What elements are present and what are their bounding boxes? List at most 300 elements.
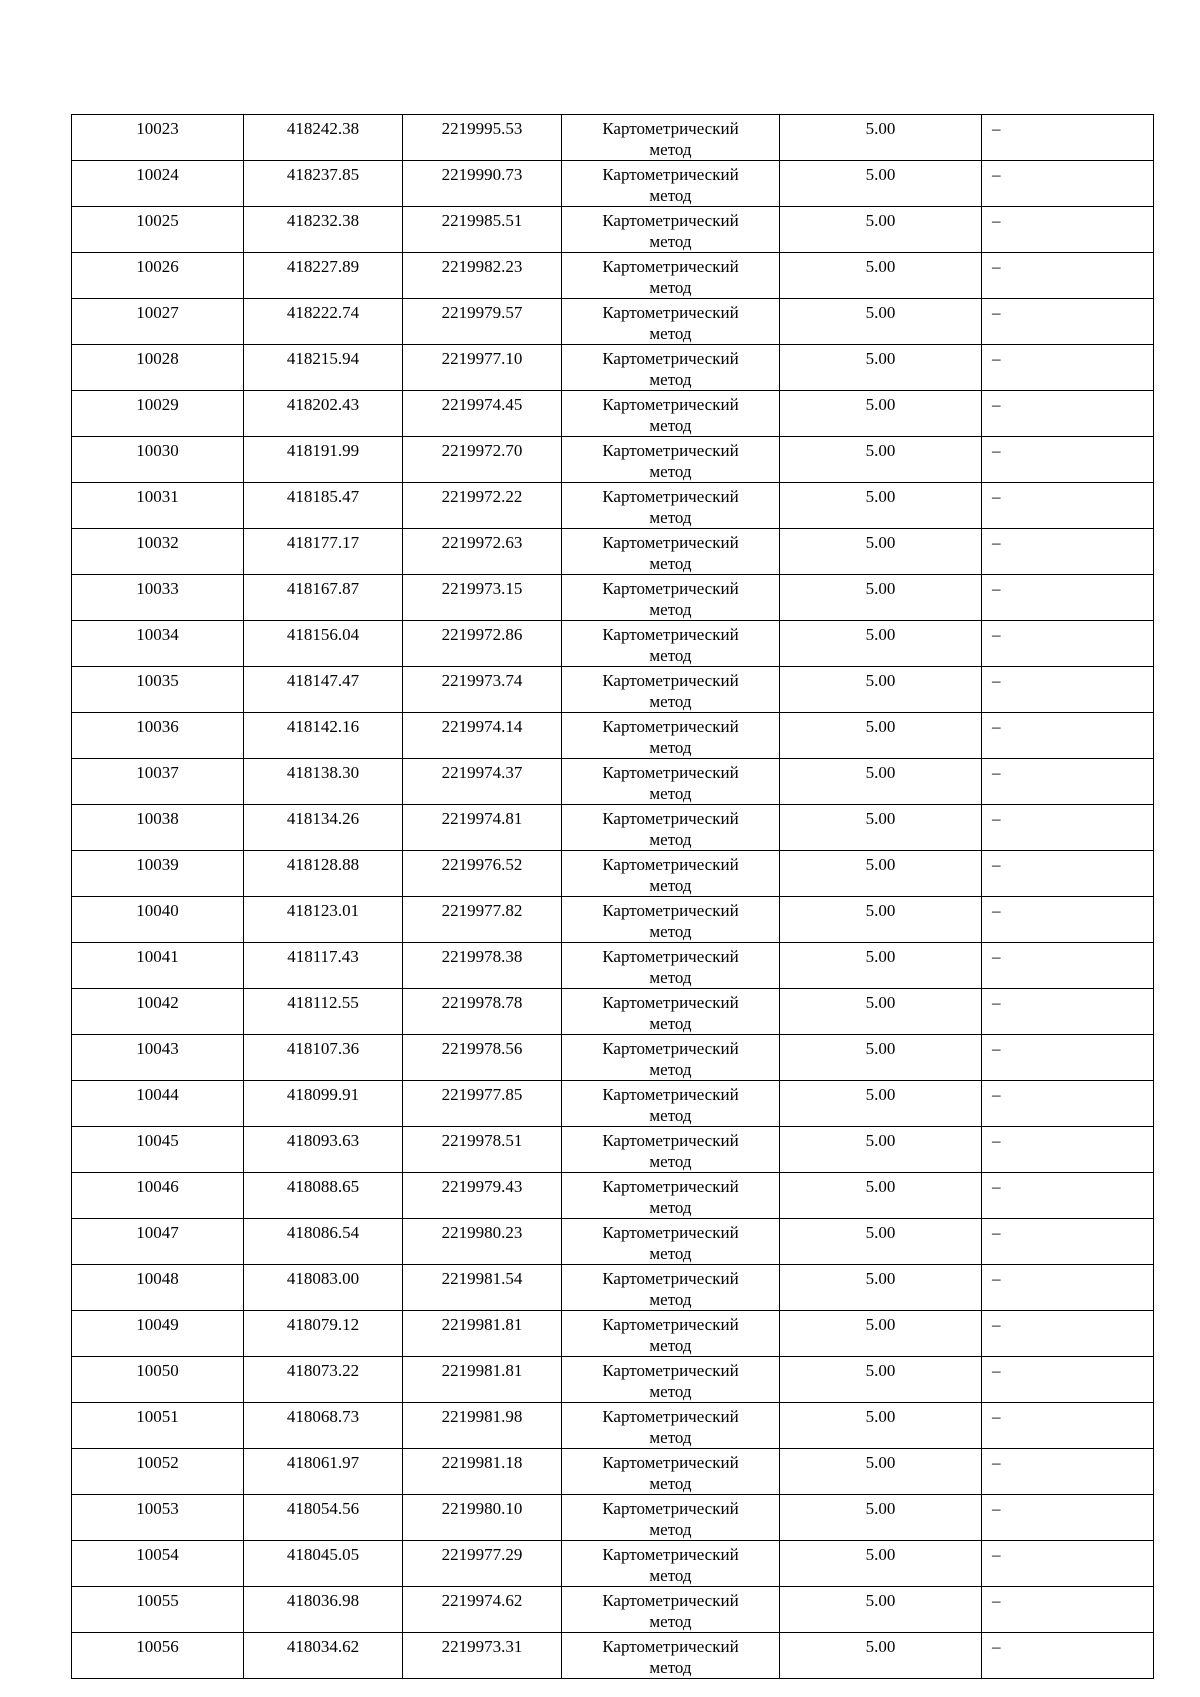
- note-cell: –: [982, 943, 1154, 989]
- point-number-cell: 10055: [72, 1587, 244, 1633]
- table-row: [72, 1035, 1154, 1081]
- table-row: [72, 1219, 1154, 1265]
- method-text-line2: метод: [649, 1244, 692, 1263]
- y-coordinate-cell: 2219974.45: [403, 391, 562, 437]
- method-cell: [562, 391, 780, 437]
- x-coordinate-cell: 418167.87: [244, 575, 403, 621]
- accuracy-cell: 5.00: [780, 897, 982, 943]
- y-coordinate-cell: 2219972.70: [403, 437, 562, 483]
- method-text-line1: Картометрический: [602, 1085, 739, 1104]
- y-coordinate-cell: 2219974.62: [403, 1587, 562, 1633]
- method-text-line2: метод: [649, 1566, 692, 1585]
- method-text-line2: метод: [649, 1336, 692, 1355]
- y-coordinate-cell: 2219995.53: [403, 115, 562, 161]
- table-row: [72, 437, 1154, 483]
- method-text-line1: Картометрический: [602, 671, 739, 690]
- table-row: [72, 759, 1154, 805]
- note-cell: –: [982, 1219, 1154, 1265]
- method-text-line2: метод: [649, 232, 692, 251]
- y-coordinate-cell: 2219972.22: [403, 483, 562, 529]
- method-text-line1: Картометрический: [602, 165, 739, 184]
- method-text-line1: Картометрический: [602, 1269, 739, 1288]
- x-coordinate-cell: 418138.30: [244, 759, 403, 805]
- method-cell: [562, 1587, 780, 1633]
- method-text-line2: метод: [649, 278, 692, 297]
- note-cell: –: [982, 1357, 1154, 1403]
- accuracy-cell: 5.00: [780, 1495, 982, 1541]
- method-cell: [562, 621, 780, 667]
- method-text-line1: Картометрический: [602, 349, 739, 368]
- method-cell: [562, 1311, 780, 1357]
- table-row: [72, 1173, 1154, 1219]
- y-coordinate-cell: 2219979.43: [403, 1173, 562, 1219]
- x-coordinate-cell: 418237.85: [244, 161, 403, 207]
- note-cell: –: [982, 851, 1154, 897]
- y-coordinate-cell: 2219978.56: [403, 1035, 562, 1081]
- method-text-line2: метод: [649, 1428, 692, 1447]
- method-cell: [562, 805, 780, 851]
- accuracy-cell: 5.00: [780, 345, 982, 391]
- method-text-line2: метод: [649, 830, 692, 849]
- point-number-cell: 10030: [72, 437, 244, 483]
- note-cell: –: [982, 621, 1154, 667]
- method-text-line1: Картометрический: [602, 303, 739, 322]
- accuracy-cell: 5.00: [780, 1265, 982, 1311]
- y-coordinate-cell: 2219982.23: [403, 253, 562, 299]
- note-cell: –: [982, 1633, 1154, 1679]
- x-coordinate-cell: 418099.91: [244, 1081, 403, 1127]
- note-cell: –: [982, 1587, 1154, 1633]
- accuracy-cell: 5.00: [780, 299, 982, 345]
- y-coordinate-cell: 2219978.38: [403, 943, 562, 989]
- method-text-line1: Картометрический: [602, 763, 739, 782]
- method-text-line2: метод: [649, 876, 692, 895]
- point-number-cell: 10051: [72, 1403, 244, 1449]
- point-number-cell: 10053: [72, 1495, 244, 1541]
- x-coordinate-cell: 418045.05: [244, 1541, 403, 1587]
- method-cell: [562, 437, 780, 483]
- point-number-cell: 10054: [72, 1541, 244, 1587]
- x-coordinate-cell: 418156.04: [244, 621, 403, 667]
- note-cell: –: [982, 1081, 1154, 1127]
- x-coordinate-cell: 418232.38: [244, 207, 403, 253]
- method-text-line1: Картометрический: [602, 947, 739, 966]
- method-text-line2: метод: [649, 1014, 692, 1033]
- method-text-line1: Картометрический: [602, 487, 739, 506]
- method-text-line1: Картометрический: [602, 1591, 739, 1610]
- point-number-cell: 10044: [72, 1081, 244, 1127]
- table-row: [72, 1403, 1154, 1449]
- x-coordinate-cell: 418073.22: [244, 1357, 403, 1403]
- point-number-cell: 10024: [72, 161, 244, 207]
- y-coordinate-cell: 2219977.29: [403, 1541, 562, 1587]
- method-cell: [562, 115, 780, 161]
- method-cell: [562, 1357, 780, 1403]
- x-coordinate-cell: 418054.56: [244, 1495, 403, 1541]
- accuracy-cell: 5.00: [780, 207, 982, 253]
- y-coordinate-cell: 2219978.51: [403, 1127, 562, 1173]
- method-cell: [562, 207, 780, 253]
- method-text-line2: метод: [649, 324, 692, 343]
- point-number-cell: 10042: [72, 989, 244, 1035]
- method-text-line2: метод: [649, 416, 692, 435]
- method-text-line2: метод: [649, 646, 692, 665]
- method-text-line2: метод: [649, 738, 692, 757]
- method-text-line2: метод: [649, 692, 692, 711]
- table-row: [72, 391, 1154, 437]
- y-coordinate-cell: 2219990.73: [403, 161, 562, 207]
- method-cell: [562, 1127, 780, 1173]
- y-coordinate-cell: 2219973.31: [403, 1633, 562, 1679]
- method-text-line2: метод: [649, 186, 692, 205]
- method-text-line2: метод: [649, 508, 692, 527]
- y-coordinate-cell: 2219980.23: [403, 1219, 562, 1265]
- y-coordinate-cell: 2219977.82: [403, 897, 562, 943]
- point-number-cell: 10034: [72, 621, 244, 667]
- note-cell: –: [982, 1403, 1154, 1449]
- method-text-line1: Картометрический: [602, 579, 739, 598]
- y-coordinate-cell: 2219972.86: [403, 621, 562, 667]
- x-coordinate-cell: 418068.73: [244, 1403, 403, 1449]
- point-number-cell: 10032: [72, 529, 244, 575]
- y-coordinate-cell: 2219981.81: [403, 1357, 562, 1403]
- note-cell: –: [982, 575, 1154, 621]
- accuracy-cell: 5.00: [780, 1127, 982, 1173]
- method-text-line2: метод: [649, 1152, 692, 1171]
- table-row: [72, 1541, 1154, 1587]
- table-row: [72, 667, 1154, 713]
- method-cell: [562, 1081, 780, 1127]
- y-coordinate-cell: 2219979.57: [403, 299, 562, 345]
- y-coordinate-cell: 2219977.10: [403, 345, 562, 391]
- note-cell: –: [982, 345, 1154, 391]
- method-cell: [562, 759, 780, 805]
- method-cell: [562, 299, 780, 345]
- accuracy-cell: 5.00: [780, 161, 982, 207]
- note-cell: –: [982, 1495, 1154, 1541]
- table-row: [72, 161, 1154, 207]
- method-text-line2: метод: [649, 370, 692, 389]
- note-cell: –: [982, 207, 1154, 253]
- point-number-cell: 10047: [72, 1219, 244, 1265]
- method-cell: [562, 989, 780, 1035]
- note-cell: –: [982, 529, 1154, 575]
- x-coordinate-cell: 418123.01: [244, 897, 403, 943]
- method-text-line1: Картометрический: [602, 1131, 739, 1150]
- x-coordinate-cell: 418083.00: [244, 1265, 403, 1311]
- method-text-line1: Картометрический: [602, 1637, 739, 1656]
- note-cell: –: [982, 1127, 1154, 1173]
- method-text-line1: Картометрический: [602, 993, 739, 1012]
- method-text-line1: Картометрический: [602, 533, 739, 552]
- table-row: [72, 989, 1154, 1035]
- method-cell: [562, 529, 780, 575]
- point-number-cell: 10026: [72, 253, 244, 299]
- method-cell: [562, 1449, 780, 1495]
- x-coordinate-cell: 418227.89: [244, 253, 403, 299]
- x-coordinate-cell: 418215.94: [244, 345, 403, 391]
- note-cell: –: [982, 1035, 1154, 1081]
- method-text-line2: метод: [649, 1290, 692, 1309]
- x-coordinate-cell: 418036.98: [244, 1587, 403, 1633]
- point-number-cell: 10045: [72, 1127, 244, 1173]
- table-row: [72, 1587, 1154, 1633]
- x-coordinate-cell: 418185.47: [244, 483, 403, 529]
- coordinates-table: [71, 114, 1154, 1679]
- y-coordinate-cell: 2219973.15: [403, 575, 562, 621]
- point-number-cell: 10029: [72, 391, 244, 437]
- table-row: [72, 253, 1154, 299]
- method-text-line1: Картометрический: [602, 395, 739, 414]
- point-number-cell: 10025: [72, 207, 244, 253]
- method-cell: [562, 1541, 780, 1587]
- x-coordinate-cell: 418088.65: [244, 1173, 403, 1219]
- method-text-line1: Картометрический: [602, 1177, 739, 1196]
- method-text-line2: метод: [649, 554, 692, 573]
- accuracy-cell: 5.00: [780, 1035, 982, 1081]
- note-cell: –: [982, 115, 1154, 161]
- y-coordinate-cell: 2219972.63: [403, 529, 562, 575]
- method-cell: [562, 345, 780, 391]
- y-coordinate-cell: 2219973.74: [403, 667, 562, 713]
- accuracy-cell: 5.00: [780, 1311, 982, 1357]
- x-coordinate-cell: 418034.62: [244, 1633, 403, 1679]
- accuracy-cell: 5.00: [780, 943, 982, 989]
- note-cell: –: [982, 391, 1154, 437]
- table-row: [72, 713, 1154, 759]
- table-row: [72, 1081, 1154, 1127]
- y-coordinate-cell: 2219974.81: [403, 805, 562, 851]
- table-row: [72, 1265, 1154, 1311]
- y-coordinate-cell: 2219980.10: [403, 1495, 562, 1541]
- table-row: [72, 299, 1154, 345]
- method-text-line1: Картометрический: [602, 1407, 739, 1426]
- point-number-cell: 10049: [72, 1311, 244, 1357]
- method-cell: [562, 1219, 780, 1265]
- method-text-line2: метод: [649, 462, 692, 481]
- y-coordinate-cell: 2219981.18: [403, 1449, 562, 1495]
- point-number-cell: 10048: [72, 1265, 244, 1311]
- y-coordinate-cell: 2219981.81: [403, 1311, 562, 1357]
- x-coordinate-cell: 418107.36: [244, 1035, 403, 1081]
- y-coordinate-cell: 2219977.85: [403, 1081, 562, 1127]
- method-cell: [562, 1035, 780, 1081]
- accuracy-cell: 5.00: [780, 851, 982, 897]
- accuracy-cell: 5.00: [780, 437, 982, 483]
- note-cell: –: [982, 1541, 1154, 1587]
- table-row: [72, 345, 1154, 391]
- table-row: [72, 897, 1154, 943]
- method-cell: [562, 1633, 780, 1679]
- method-text-line1: Картометрический: [602, 1453, 739, 1472]
- method-cell: [562, 1403, 780, 1449]
- point-number-cell: 10046: [72, 1173, 244, 1219]
- method-text-line2: метод: [649, 1198, 692, 1217]
- point-number-cell: 10027: [72, 299, 244, 345]
- method-cell: [562, 483, 780, 529]
- accuracy-cell: 5.00: [780, 391, 982, 437]
- table-row: [72, 1449, 1154, 1495]
- x-coordinate-cell: 418202.43: [244, 391, 403, 437]
- table-row: [72, 207, 1154, 253]
- method-text-line2: метод: [649, 968, 692, 987]
- point-number-cell: 10038: [72, 805, 244, 851]
- accuracy-cell: 5.00: [780, 1633, 982, 1679]
- method-text-line2: метод: [649, 140, 692, 159]
- point-number-cell: 10037: [72, 759, 244, 805]
- method-text-line1: Картометрический: [602, 1361, 739, 1380]
- note-cell: –: [982, 667, 1154, 713]
- note-cell: –: [982, 1265, 1154, 1311]
- method-text-line1: Картометрический: [602, 119, 739, 138]
- accuracy-cell: 5.00: [780, 253, 982, 299]
- method-text-line1: Картометрический: [602, 855, 739, 874]
- accuracy-cell: 5.00: [780, 667, 982, 713]
- accuracy-cell: 5.00: [780, 1219, 982, 1265]
- y-coordinate-cell: 2219976.52: [403, 851, 562, 897]
- method-text-line1: Картометрический: [602, 1039, 739, 1058]
- y-coordinate-cell: 2219981.54: [403, 1265, 562, 1311]
- method-text-line1: Картометрический: [602, 901, 739, 920]
- x-coordinate-cell: 418061.97: [244, 1449, 403, 1495]
- method-text-line1: Картометрический: [602, 211, 739, 230]
- note-cell: –: [982, 253, 1154, 299]
- table-row: [72, 805, 1154, 851]
- point-number-cell: 10035: [72, 667, 244, 713]
- x-coordinate-cell: 418093.63: [244, 1127, 403, 1173]
- method-text-line2: метод: [649, 922, 692, 941]
- note-cell: –: [982, 161, 1154, 207]
- table-row: [72, 621, 1154, 667]
- x-coordinate-cell: 418242.38: [244, 115, 403, 161]
- table-row: [72, 1127, 1154, 1173]
- point-number-cell: 10050: [72, 1357, 244, 1403]
- note-cell: –: [982, 989, 1154, 1035]
- accuracy-cell: 5.00: [780, 575, 982, 621]
- note-cell: –: [982, 897, 1154, 943]
- x-coordinate-cell: 418191.99: [244, 437, 403, 483]
- coordinates-table-body: [72, 115, 1154, 1679]
- method-text-line2: метод: [649, 1106, 692, 1125]
- accuracy-cell: 5.00: [780, 805, 982, 851]
- point-number-cell: 10052: [72, 1449, 244, 1495]
- table-row: [72, 943, 1154, 989]
- accuracy-cell: 5.00: [780, 1541, 982, 1587]
- method-cell: [562, 253, 780, 299]
- method-text-line2: метод: [649, 1060, 692, 1079]
- accuracy-cell: 5.00: [780, 621, 982, 667]
- method-cell: [562, 1173, 780, 1219]
- coordinates-document: [71, 114, 1153, 1679]
- y-coordinate-cell: 2219974.37: [403, 759, 562, 805]
- point-number-cell: 10039: [72, 851, 244, 897]
- table-row: [72, 529, 1154, 575]
- x-coordinate-cell: 418086.54: [244, 1219, 403, 1265]
- x-coordinate-cell: 418142.16: [244, 713, 403, 759]
- table-row: [72, 1495, 1154, 1541]
- note-cell: –: [982, 437, 1154, 483]
- method-cell: [562, 575, 780, 621]
- method-text-line2: метод: [649, 1658, 692, 1677]
- accuracy-cell: 5.00: [780, 759, 982, 805]
- accuracy-cell: 5.00: [780, 713, 982, 759]
- method-text-line2: метод: [649, 784, 692, 803]
- point-number-cell: 10056: [72, 1633, 244, 1679]
- note-cell: –: [982, 483, 1154, 529]
- method-text-line1: Картометрический: [602, 1499, 739, 1518]
- method-text-line2: метод: [649, 1382, 692, 1401]
- point-number-cell: 10028: [72, 345, 244, 391]
- table-row: [72, 575, 1154, 621]
- point-number-cell: 10043: [72, 1035, 244, 1081]
- method-text-line1: Картометрический: [602, 625, 739, 644]
- point-number-cell: 10033: [72, 575, 244, 621]
- method-text-line2: метод: [649, 1474, 692, 1493]
- method-cell: [562, 897, 780, 943]
- x-coordinate-cell: 418147.47: [244, 667, 403, 713]
- note-cell: –: [982, 713, 1154, 759]
- x-coordinate-cell: 418222.74: [244, 299, 403, 345]
- accuracy-cell: 5.00: [780, 1449, 982, 1495]
- accuracy-cell: 5.00: [780, 1173, 982, 1219]
- table-row: [72, 1357, 1154, 1403]
- note-cell: –: [982, 1449, 1154, 1495]
- method-cell: [562, 161, 780, 207]
- method-text-line1: Картометрический: [602, 441, 739, 460]
- table-row: [72, 483, 1154, 529]
- note-cell: –: [982, 1311, 1154, 1357]
- y-coordinate-cell: 2219974.14: [403, 713, 562, 759]
- note-cell: –: [982, 1173, 1154, 1219]
- accuracy-cell: 5.00: [780, 529, 982, 575]
- accuracy-cell: 5.00: [780, 483, 982, 529]
- method-text-line1: Картометрический: [602, 1315, 739, 1334]
- table-row: [72, 1311, 1154, 1357]
- method-cell: [562, 943, 780, 989]
- method-cell: [562, 667, 780, 713]
- note-cell: –: [982, 805, 1154, 851]
- x-coordinate-cell: 418177.17: [244, 529, 403, 575]
- method-cell: [562, 1265, 780, 1311]
- x-coordinate-cell: 418079.12: [244, 1311, 403, 1357]
- x-coordinate-cell: 418134.26: [244, 805, 403, 851]
- table-row: [72, 115, 1154, 161]
- table-row: [72, 1633, 1154, 1679]
- method-text-line1: Картометрический: [602, 809, 739, 828]
- y-coordinate-cell: 2219978.78: [403, 989, 562, 1035]
- point-number-cell: 10036: [72, 713, 244, 759]
- accuracy-cell: 5.00: [780, 115, 982, 161]
- x-coordinate-cell: 418112.55: [244, 989, 403, 1035]
- table-row: [72, 851, 1154, 897]
- accuracy-cell: 5.00: [780, 1081, 982, 1127]
- method-cell: [562, 713, 780, 759]
- method-text-line1: Картометрический: [602, 1545, 739, 1564]
- note-cell: –: [982, 759, 1154, 805]
- method-text-line1: Картометрический: [602, 257, 739, 276]
- method-text-line2: метод: [649, 1612, 692, 1631]
- method-text-line2: метод: [649, 1520, 692, 1539]
- accuracy-cell: 5.00: [780, 1357, 982, 1403]
- point-number-cell: 10023: [72, 115, 244, 161]
- method-text-line2: метод: [649, 600, 692, 619]
- method-cell: [562, 851, 780, 897]
- x-coordinate-cell: 418117.43: [244, 943, 403, 989]
- point-number-cell: 10031: [72, 483, 244, 529]
- y-coordinate-cell: 2219981.98: [403, 1403, 562, 1449]
- note-cell: –: [982, 299, 1154, 345]
- accuracy-cell: 5.00: [780, 989, 982, 1035]
